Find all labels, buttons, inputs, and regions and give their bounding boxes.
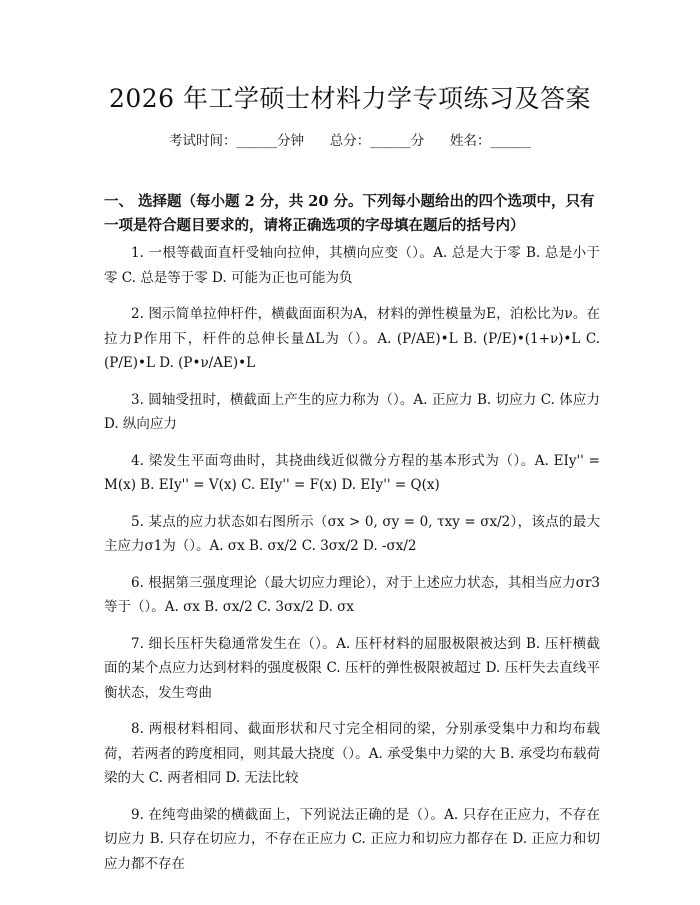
question-7: 7. 细长压杆失稳通常发生在（）。A. 压杆材料的屈服极限被达到 B. 压杆横截面的某个点应力达到材料的强度极限 C. 压杆的弹性极限被超过 D. 压杆失去直线平衡状态，发生弯曲 [104, 635, 600, 701]
exam-info-line: 考试时间：______分钟 总分：______分 姓名：______ [169, 133, 531, 149]
question-4: 4. 梁发生平面弯曲时，其挠曲线近似微分方程的基本形式为（）。A. EIy'' = M(x) B. EIy'' = V(x) C. EIy'' = F(x) D. EIy'' = Q(x) [104, 452, 600, 493]
question-6: 6. 根据第三强度理论（最大切应力理论），对于上述应力状态，其相当应力σr3等于（）。A. σx B. σx/2 C. 3σx/2 D. σx [104, 574, 600, 615]
question-8: 8. 两根材料相同、截面形状和尺寸完全相同的梁，分别承受集中力和均布载荷，若两者的跨度相同，则其最大挠度（）。A. 承受集中力梁的大 B. 承受均布载荷梁的大 C. 两者相同 D. 无法比较 [104, 721, 600, 786]
question-9: 9. 在纯弯曲梁的横截面上，下列说法正确的是（）。A. 只存在正应力，不存在切应力 B. 只存在切应力，不存在正应力 C. 正应力和切应力都存在 D. 正应力和切应力都不存在 [104, 806, 600, 872]
question-2: 2. 图示简单拉伸杆件，横截面面积为A，材料的弹性模量为E，泊松比为ν。在拉力P作用下，杆件的总伸长量ΔL为（）。A. (P/AE)•L B. (P/E)•(1+ν)•L C. (P/E)•L D. (P•ν/AE)•L [104, 306, 600, 371]
question-3: 3. 圆轴受扭时，横截面上产生的应力称为（）。A. 正应力 B. 切应力 C. 体应力 D. 纵向应力 [104, 391, 600, 432]
document-title: 2026 年工学硕士材料力学专项练习及答案 [108, 84, 592, 113]
question-list [104, 241, 600, 888]
section-header: 一、 选择题（每小题 2 分，共 20 分。下列每小题给出的四个选项中，只有一项是符合题目要求的，请将正确选项的字母填在题后的括号内） [104, 193, 595, 234]
question-1: 1. 一根等截面直杆受轴向拉伸，其横向应变（）。A. 总是大于零 B. 总是小于零 C. 总是等于零 D. 可能为正也可能为负 [104, 245, 600, 286]
question-5: 5. 某点的应力状态如右图所示（σx > 0, σy = 0, τxy = σx/2），该点的最大主应力σ1为（）。A. σx B. σx/2 C. 3σx/2 D. -σx/2 [104, 513, 600, 554]
